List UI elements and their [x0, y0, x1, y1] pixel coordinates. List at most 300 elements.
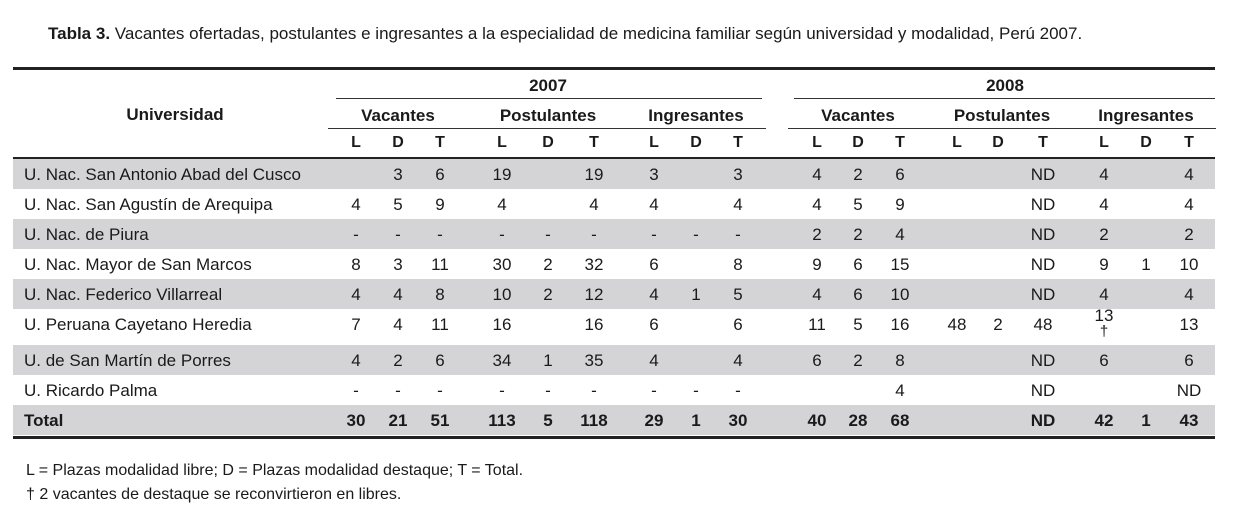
cell-value: - — [437, 225, 443, 244]
cell-vacantes-2008-d — [835, 165, 881, 185]
header-group-vacantes-2007: Vacantes — [361, 106, 435, 125]
cell-value: 16 — [890, 315, 910, 334]
subheader-ingresantes-2007-l: L — [649, 134, 659, 151]
cell-postulantes-2007-d — [525, 255, 571, 275]
cell-value: 4 — [589, 195, 599, 214]
cell-vacantes-2008-t — [877, 411, 923, 431]
cell-value: 4 — [1099, 285, 1109, 304]
row-university-name: Total — [24, 411, 64, 430]
cell-vacantes-2007-d — [375, 225, 421, 245]
table-row — [13, 189, 1215, 219]
cell-postulantes-2007-t — [571, 195, 617, 215]
cell-vacantes-2007-d — [375, 285, 421, 305]
header-year-2007: 2007 — [529, 76, 567, 95]
cell-postulantes-2007-l — [479, 351, 525, 371]
cell-value: 2 — [993, 315, 1003, 334]
cell-postulantes-2007-t — [571, 165, 617, 185]
cell-value: 2 — [1099, 225, 1109, 244]
cell-value: 7 — [351, 315, 361, 334]
cell-value: 4 — [895, 381, 905, 400]
cell-value: 4 — [649, 195, 659, 214]
header-group-postulantes-2007: Postulantes — [499, 106, 597, 125]
subheader-postulantes-2007-l: L — [497, 134, 507, 151]
cell-value: 32 — [584, 255, 604, 274]
subheader-ingresantes-2008-d: D — [1140, 134, 1152, 151]
table-row — [13, 279, 1215, 309]
cell-postulantes-2007-l — [479, 285, 525, 305]
cell-value: 3 — [649, 165, 659, 184]
cell-vacantes-2008-l — [794, 285, 840, 305]
cell-value: 6 — [733, 315, 743, 334]
divider-vacantes-2008 — [788, 128, 928, 129]
cell-vacantes-2008-l — [794, 351, 840, 371]
cell-ingresantes-2007-t — [715, 195, 761, 215]
cell-value: - — [545, 381, 551, 400]
cell-ingresantes-2008-d — [1123, 255, 1169, 275]
cell-ingresantes-2008-d — [1123, 411, 1169, 431]
cell-ingresantes-2007-t — [715, 381, 761, 401]
cell-value: 6 — [1099, 351, 1109, 370]
cell-value: 10 — [1179, 255, 1199, 274]
cell-vacantes-2007-l — [333, 315, 379, 335]
cell-vacantes-2007-l — [333, 255, 379, 275]
cell-value: 5 — [853, 315, 863, 334]
cell-value: 6 — [853, 255, 863, 274]
cell-value: ND — [1030, 195, 1056, 214]
cell-ingresantes-2007-l — [631, 381, 677, 401]
cell-value: - — [693, 381, 699, 400]
cell-value: 19 — [492, 165, 512, 184]
cell-value: 4 — [1099, 195, 1109, 214]
cell-value: 4 — [351, 351, 361, 370]
cell-value: - — [591, 381, 597, 400]
cell-value: 10 — [890, 285, 910, 304]
cell-value: - — [499, 381, 505, 400]
cell-value: 2 — [853, 225, 863, 244]
cell-vacantes-2008-t — [877, 315, 923, 335]
cell-postulantes-2007-d — [525, 225, 571, 245]
cell-postulantes-2008-t — [1020, 381, 1066, 401]
note-dagger: † 2 vacantes de destaque se reconvirtieron en libres. — [26, 486, 402, 503]
cell-ingresantes-2007-d — [673, 411, 719, 431]
cell-value: ND — [1030, 165, 1056, 184]
header-group-postulantes-2008: Postulantes — [953, 106, 1051, 125]
subheader-vacantes-2008-t: T — [895, 134, 905, 151]
cell-value: 30 — [492, 255, 512, 274]
subheader-vacantes-2007-t: T — [435, 134, 445, 151]
cell-value: - — [353, 225, 359, 244]
cell-postulantes-2007-l — [479, 225, 525, 245]
cell-postulantes-2007-d — [525, 381, 571, 401]
cell-value: 34 — [492, 351, 512, 370]
cell-value: 4 — [733, 195, 743, 214]
cell-ingresantes-2008-l — [1081, 165, 1127, 185]
cell-ingresantes-2008-l — [1081, 285, 1127, 305]
cell-postulantes-2008-t — [1020, 411, 1066, 431]
cell-value: ND — [1030, 411, 1056, 430]
cell-vacantes-2008-t — [877, 195, 923, 215]
cell-value: 4 — [812, 165, 822, 184]
cell-vacantes-2007-t — [417, 315, 463, 335]
cell-value: 2 — [812, 225, 822, 244]
subheader-postulantes-2008-t: T — [1038, 134, 1048, 151]
cell-value: 13 — [1094, 306, 1114, 325]
cell-value: 13 — [1179, 315, 1199, 334]
cell-vacantes-2008-d — [835, 285, 881, 305]
cell-ingresantes-2008-l — [1081, 195, 1127, 215]
cell-value: 10 — [492, 285, 512, 304]
cell-value: 19 — [584, 165, 604, 184]
cell-value: 16 — [492, 315, 512, 334]
cell-value: 2 — [853, 165, 863, 184]
cell-value: - — [591, 225, 597, 244]
subheader-ingresantes-2007-d: D — [690, 134, 702, 151]
cell-value: 3 — [733, 165, 743, 184]
cell-vacantes-2008-d — [835, 411, 881, 431]
cell-vacantes-2007-t — [417, 225, 463, 245]
cell-ingresantes-2007-l — [631, 411, 677, 431]
cell-postulantes-2007-t — [571, 351, 617, 371]
cell-value: 28 — [848, 411, 868, 430]
note-legend: L = Plazas modalidad libre; D = Plazas modalidad destaque; T = Total. — [26, 462, 524, 479]
cell-vacantes-2008-t — [877, 381, 923, 401]
subheader-postulantes-2007-t: T — [589, 134, 599, 151]
row-university-name: U. Nac. Federico Villarreal — [24, 285, 223, 304]
cell-value: 4 — [497, 195, 507, 214]
cell-value: 4 — [1099, 165, 1109, 184]
cell-value: 4 — [649, 285, 659, 304]
cell-value: 1 — [691, 285, 701, 304]
cell-postulantes-2007-l — [479, 381, 525, 401]
cell-postulantes-2007-d — [525, 411, 571, 431]
cell-postulantes-2008-t — [1020, 195, 1066, 215]
cell-value: 40 — [807, 411, 827, 430]
cell-ingresantes-2007-l — [631, 195, 677, 215]
cell-vacantes-2007-t — [417, 195, 463, 215]
cell-value: 4 — [733, 351, 743, 370]
header-group-vacantes-2008: Vacantes — [821, 106, 895, 125]
cell-ingresantes-2008-l — [1081, 351, 1127, 371]
row-university-name: U. Ricardo Palma — [24, 381, 158, 400]
cell-value: - — [437, 381, 443, 400]
cell-ingresantes-2008-t — [1166, 225, 1212, 245]
cell-vacantes-2007-t — [417, 255, 463, 275]
cell-ingresantes-2007-d — [673, 285, 719, 305]
cell-value: 6 — [649, 315, 659, 334]
divider-postulantes-2007 — [468, 128, 628, 129]
cell-value: 4 — [812, 195, 822, 214]
cell-value: 30 — [346, 411, 366, 430]
cell-value: 6 — [853, 285, 863, 304]
cell-vacantes-2007-t — [417, 411, 463, 431]
cell-value: 21 — [388, 411, 408, 430]
cell-ingresantes-2007-t — [715, 315, 761, 335]
table-row — [13, 306, 1215, 340]
cell-value: 4 — [1184, 165, 1194, 184]
row-university-name: U. Nac. Mayor de San Marcos — [24, 255, 252, 274]
cell-value: 118 — [580, 411, 608, 430]
cell-value: 4 — [393, 285, 403, 304]
cell-vacantes-2008-d — [835, 351, 881, 371]
cell-value: - — [499, 225, 505, 244]
cell-postulantes-2008-t — [1020, 225, 1066, 245]
cell-value: 5 — [853, 195, 863, 214]
cell-vacantes-2008-l — [794, 165, 840, 185]
cell-postulantes-2007-l — [479, 195, 525, 215]
header-year-2008: 2008 — [986, 76, 1024, 95]
cell-ingresantes-2008-l — [1081, 255, 1127, 275]
cell-ingresantes-2007-l — [631, 285, 677, 305]
subheader-vacantes-2008-d: D — [852, 134, 864, 151]
cell-value: 48 — [947, 315, 967, 334]
cell-value: 9 — [812, 255, 822, 274]
cell-vacantes-2007-t — [417, 165, 463, 185]
cell-value: 30 — [728, 411, 748, 430]
cell-vacantes-2007-d — [375, 351, 421, 371]
cell-value: 1 — [543, 351, 553, 370]
cell-value: - — [395, 225, 401, 244]
cell-value: 1 — [691, 411, 701, 430]
cell-vacantes-2008-l — [794, 411, 840, 431]
cell-value: ND — [1176, 381, 1202, 400]
cell-ingresantes-2008-l — [1081, 411, 1127, 431]
subheader-ingresantes-2008-t: T — [1184, 134, 1194, 151]
cell-value: 2 — [543, 285, 553, 304]
cell-vacantes-2007-l — [333, 225, 379, 245]
cell-value: 11 — [431, 315, 449, 334]
cell-value: 6 — [895, 165, 905, 184]
cell-value: 2 — [543, 255, 553, 274]
cell-postulantes-2008-t — [1020, 255, 1066, 275]
cell-value: 12 — [584, 285, 604, 304]
cell-value: - — [395, 381, 401, 400]
cell-vacantes-2007-l — [333, 285, 379, 305]
cell-postulantes-2007-l — [479, 255, 525, 275]
cell-value: 4 — [393, 315, 403, 334]
cell-vacantes-2007-d — [375, 255, 421, 275]
cell-ingresantes-2008-t — [1166, 195, 1212, 215]
cell-postulantes-2007-t — [571, 411, 617, 431]
cell-value: 6 — [435, 351, 445, 370]
cell-postulantes-2007-t — [571, 381, 617, 401]
cell-value: 35 — [584, 351, 604, 370]
cell-value: 4 — [1184, 285, 1194, 304]
cell-vacantes-2007-d — [375, 315, 421, 335]
caption-text: Vacantes ofertadas, postulantes e ingresantes a la especialidad de medicina familiar según universidad y modalidad, Perú 2007. — [114, 24, 1083, 43]
cell-postulantes-2008-t — [1020, 315, 1066, 335]
cell-postulantes-2007-l — [479, 411, 525, 431]
cell-vacantes-2008-d — [835, 225, 881, 245]
cell-ingresantes-2007-d — [673, 225, 719, 245]
cell-ingresantes-2007-l — [631, 315, 677, 335]
header-group-ingresantes-2008: Ingresantes — [1098, 106, 1194, 125]
cell-value: 51 — [430, 411, 450, 430]
cell-ingresantes-2008-t — [1166, 381, 1212, 401]
cell-ingresantes-2007-t — [715, 165, 761, 185]
cell-postulantes-2007-t — [571, 255, 617, 275]
cell-value: 9 — [895, 195, 905, 214]
caption-label: Tabla 3. — [48, 24, 111, 43]
cell-ingresantes-2008-t — [1166, 165, 1212, 185]
table-row — [13, 345, 1215, 375]
cell-value: 4 — [649, 351, 659, 370]
cell-ingresantes-2007-l — [631, 351, 677, 371]
cell-vacantes-2007-l — [333, 411, 379, 431]
cell-value: 4 — [351, 285, 361, 304]
cell-vacantes-2007-d — [375, 411, 421, 431]
cell-value: 4 — [1184, 195, 1194, 214]
cell-value: 68 — [890, 411, 910, 430]
cell-value: 11 — [808, 315, 826, 334]
cell-value: 2 — [853, 351, 863, 370]
cell-value: 8 — [895, 351, 905, 370]
cell-postulantes-2007-l — [479, 315, 525, 335]
cell-value: 48 — [1033, 315, 1053, 334]
cell-ingresantes-2008-t — [1166, 351, 1212, 371]
cell-postulantes-2007-d — [525, 285, 571, 305]
cell-vacantes-2007-d — [375, 165, 421, 185]
subheader-postulantes-2008-l: L — [952, 134, 962, 151]
cell-value: 3 — [393, 255, 403, 274]
cell-ingresantes-2008-l — [1081, 306, 1127, 338]
cell-vacantes-2007-t — [417, 285, 463, 305]
cell-value: - — [353, 381, 359, 400]
cell-vacantes-2008-t — [877, 165, 923, 185]
subheader-vacantes-2007-l: L — [351, 134, 361, 151]
header-university: Universidad — [126, 105, 224, 124]
cell-value: 2 — [393, 351, 403, 370]
header-group-ingresantes-2007: Ingresantes — [648, 106, 744, 125]
cell-value: 8 — [733, 255, 743, 274]
divider-2008 — [794, 98, 1215, 99]
cell-value: 6 — [435, 165, 445, 184]
cell-vacantes-2008-t — [877, 285, 923, 305]
table-row — [13, 159, 1215, 189]
cell-value: - — [651, 381, 657, 400]
cell-vacantes-2008-l — [794, 225, 840, 245]
cell-value: 11 — [431, 255, 449, 274]
table-row — [13, 375, 1215, 405]
cell-value: - — [693, 225, 699, 244]
cell-vacantes-2008-l — [794, 195, 840, 215]
cell-value: 6 — [1184, 351, 1194, 370]
cell-ingresantes-2008-l — [1081, 225, 1127, 245]
cell-vacantes-2008-t — [877, 255, 923, 275]
cell-value: 9 — [435, 195, 445, 214]
cell-value: - — [651, 225, 657, 244]
row-university-name: U. Nac. de Piura — [24, 225, 149, 244]
cell-value: 5 — [733, 285, 743, 304]
cell-postulantes-2007-l — [479, 165, 525, 185]
cell-value: 4 — [351, 195, 361, 214]
cell-ingresantes-2008-t — [1166, 411, 1212, 431]
cell-value: ND — [1030, 381, 1056, 400]
cell-vacantes-2008-t — [877, 225, 923, 245]
cell-ingresantes-2007-t — [715, 285, 761, 305]
cell-value: ND — [1030, 285, 1056, 304]
table-row — [13, 249, 1215, 279]
divider-ingresantes-2008 — [1076, 128, 1216, 129]
cell-postulantes-2008-t — [1020, 285, 1066, 305]
table-bottom-rule — [13, 436, 1215, 439]
cell-vacantes-2008-d — [835, 255, 881, 275]
cell-ingresantes-2007-t — [715, 411, 761, 431]
cell-value: - — [545, 225, 551, 244]
row-university-name: U. Nac. San Agustín de Arequipa — [24, 195, 273, 214]
cell-vacantes-2007-d — [375, 195, 421, 215]
cell-value: 5 — [393, 195, 403, 214]
cell-ingresantes-2008-t — [1166, 285, 1212, 305]
divider-2007 — [336, 98, 762, 99]
cell-value: 8 — [435, 285, 445, 304]
cell-value: 6 — [649, 255, 659, 274]
cell-vacantes-2007-t — [417, 351, 463, 371]
cell-value: 9 — [1099, 255, 1109, 274]
cell-ingresantes-2007-t — [715, 351, 761, 371]
cell-ingresantes-2008-t — [1166, 255, 1212, 275]
row-university-name: U. Nac. San Antonio Abad del Cusco — [24, 165, 301, 184]
cell-postulantes-2007-t — [571, 225, 617, 245]
subheader-vacantes-2007-d: D — [392, 134, 404, 151]
cell-postulantes-2008-t — [1020, 351, 1066, 371]
subheader-ingresantes-2008-l: L — [1099, 134, 1109, 151]
cell-postulantes-2008-t — [1020, 165, 1066, 185]
divider-vacantes-2007 — [328, 128, 468, 129]
cell-value: 8 — [351, 255, 361, 274]
cell-value: 42 — [1094, 411, 1114, 430]
cell-ingresantes-2007-d — [673, 381, 719, 401]
divider-postulantes-2008 — [922, 128, 1082, 129]
cell-value: 1 — [1141, 411, 1151, 430]
cell-value: ND — [1030, 351, 1056, 370]
cell-ingresantes-2008-t — [1166, 315, 1212, 335]
dagger-footnote-mark: † — [1099, 323, 1109, 340]
cell-ingresantes-2007-l — [631, 255, 677, 275]
table-top-rule — [13, 67, 1215, 70]
cell-value: 15 — [890, 255, 910, 274]
cell-vacantes-2007-l — [333, 381, 379, 401]
cell-value: 3 — [393, 165, 403, 184]
row-university-name: U. Peruana Cayetano Heredia — [24, 315, 252, 334]
cell-postulantes-2008-l — [934, 315, 980, 335]
cell-value: ND — [1030, 225, 1056, 244]
table-total-row — [13, 405, 1215, 435]
cell-ingresantes-2007-t — [715, 255, 761, 275]
cell-postulantes-2007-d — [525, 351, 571, 371]
cell-value: 2 — [1184, 225, 1194, 244]
cell-vacantes-2007-t — [417, 381, 463, 401]
cell-postulantes-2007-t — [571, 285, 617, 305]
cell-vacantes-2008-t — [877, 351, 923, 371]
cell-value: 5 — [543, 411, 553, 430]
cell-vacantes-2007-l — [333, 351, 379, 371]
cell-vacantes-2007-l — [333, 195, 379, 215]
cell-value: 29 — [644, 411, 664, 430]
cell-vacantes-2008-l — [794, 315, 840, 335]
cell-value: 1 — [1141, 255, 1151, 274]
cell-vacantes-2008-d — [835, 195, 881, 215]
cell-value: - — [735, 225, 741, 244]
cell-value: ND — [1030, 255, 1056, 274]
cell-value: 4 — [812, 285, 822, 304]
cell-vacantes-2007-d — [375, 381, 421, 401]
cell-value: 4 — [895, 225, 905, 244]
cell-value: 6 — [812, 351, 822, 370]
subheader-vacantes-2008-l: L — [812, 134, 822, 151]
cell-postulantes-2007-t — [571, 315, 617, 335]
cell-vacantes-2008-d — [835, 315, 881, 335]
cell-value: 43 — [1179, 411, 1199, 430]
